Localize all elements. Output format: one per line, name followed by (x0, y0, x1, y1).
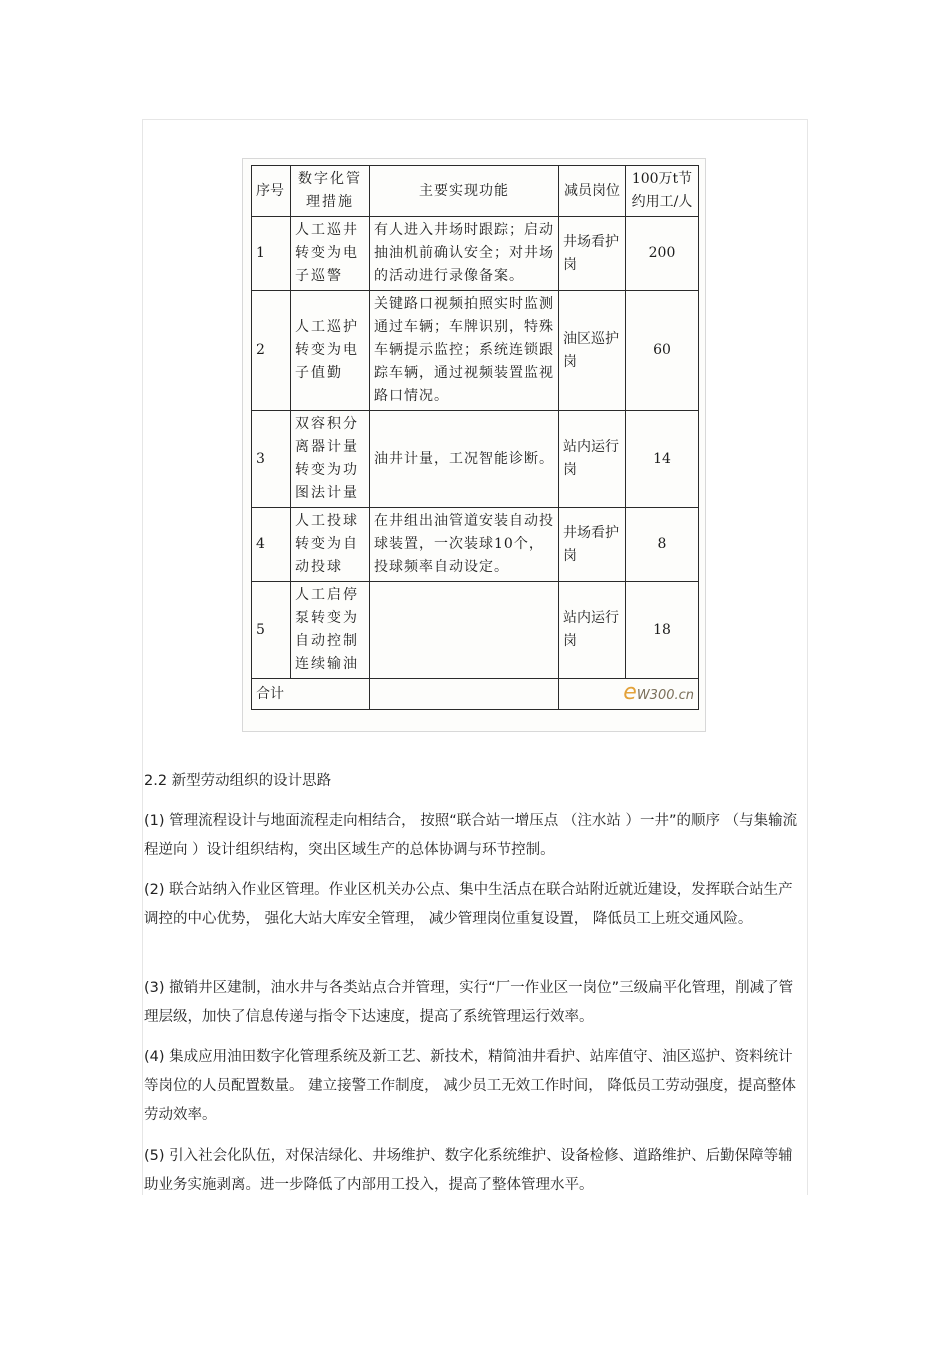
cell-no: 3 (252, 411, 291, 508)
cell-saving: 200 (626, 217, 699, 291)
paragraph-text: (5) 引入社会化队伍，对保洁绿化、井场维护、数字化系统维护、设备检修、道路维护、后勤保障等辅助业务实施剥离。进一步降低了内部用工投入，提高了整体管理水平。 (144, 1148, 793, 1193)
total-label: 合计 (252, 679, 370, 710)
cell-post: 井场看护岗 (559, 508, 626, 582)
paragraph-2 (144, 876, 806, 934)
cell-post: 井场看护岗 (559, 217, 626, 291)
paragraph-text: (4) 集成应用油田数字化管理系统及新工艺、新技术，精简油井看护、站库值守、油区巡护、资料统计等岗位的人员配置数量。 建立接警工作制度， 减少员工无效工作时间， 降低员工劳动强度，提高整体劳动效率。 (144, 1049, 796, 1123)
watermark-text: W300.cn (636, 688, 694, 703)
cell-function: 关键路口视频拍照实时监测通过车辆；车牌识别，特殊车辆提示监控；系统连锁跟踪车辆，通过视频装置监视路口情况。 (370, 291, 559, 411)
table-total-row (252, 679, 699, 710)
cell-no: 1 (252, 217, 291, 291)
cell-saving: 60 (626, 291, 699, 411)
watermark-e-glyph: e (623, 680, 637, 705)
cell-measure: 人工启停泵转变为自动控制连续输油 (291, 582, 370, 679)
cell-post: 油区巡护岗 (559, 291, 626, 411)
paragraph-5 (144, 1142, 806, 1200)
watermark-logo (559, 679, 699, 710)
paragraph-text: (2) 联合站纳入作业区管理。作业区机关办公点、集中生活点在联合站附近就近建设，发挥联合站生产调控的中心优势， 强化大站大库安全管理， 减少管理岗位重复设置， 降低员工上班交通风险。 (144, 882, 793, 927)
table-row (252, 582, 699, 679)
table-row (252, 217, 699, 291)
cell-measure: 双容积分离器计量转变为功图法计量 (291, 411, 370, 508)
table-row (252, 411, 699, 508)
section-title-text: 2.2 新型劳动组织的设计思路 (144, 773, 332, 789)
cell-post: 站内运行岗 (559, 582, 626, 679)
paragraph-1 (144, 807, 806, 865)
cell-saving: 8 (626, 508, 699, 582)
cell-function: 油井计量，工况智能诊断。 (370, 411, 559, 508)
paragraph-text: (1) 管理流程设计与地面流程走向相结合， 按照“联合站一增压点 （注水站 ）一井”的顺序 （与集输流程逆向 ）设计组织结构，突出区域生产的总体协调与环节控制。 (144, 813, 798, 858)
header-post: 减员岗位 (559, 166, 626, 217)
table-image (242, 158, 706, 732)
cell-measure: 人工投球转变为自动投球 (291, 508, 370, 582)
data-table (251, 165, 699, 710)
header-function: 主要实现功能 (370, 166, 559, 217)
cell-function: 有人进入井场时跟踪；启动抽油机前确认安全；对井场的活动进行录像备案。 (370, 217, 559, 291)
cell-no: 4 (252, 508, 291, 582)
table-row (252, 291, 699, 411)
cell-measure: 人工巡井转变为电子巡警 (291, 217, 370, 291)
header-saving: 100万t节约用工/人 (626, 166, 699, 217)
section-title (144, 767, 806, 796)
paragraph-4 (144, 1043, 806, 1130)
cell-no: 5 (252, 582, 291, 679)
paragraph-text: (3) 撤销井区建制，油水井与各类站点合并管理，实行“厂一作业区一岗位”三级扁平化管理，削减了管理层级，加快了信息传递与指令下达速度，提高了系统管理运行效率。 (144, 980, 794, 1025)
header-no: 序号 (252, 166, 291, 217)
cell-saving: 18 (626, 582, 699, 679)
total-empty-cell (370, 679, 559, 710)
table-header-row (252, 166, 699, 217)
header-measure: 数字化管理措施 (291, 166, 370, 217)
cell-no: 2 (252, 291, 291, 411)
cell-measure: 人工巡护转变为电子值勤 (291, 291, 370, 411)
cell-function (370, 582, 559, 679)
cell-saving: 14 (626, 411, 699, 508)
cell-function: 在井组出油管道安装自动投球装置，一次装球10个，投球频率自动设定。 (370, 508, 559, 582)
cell-post: 站内运行岗 (559, 411, 626, 508)
paragraph-3 (144, 974, 806, 1032)
table-row (252, 508, 699, 582)
